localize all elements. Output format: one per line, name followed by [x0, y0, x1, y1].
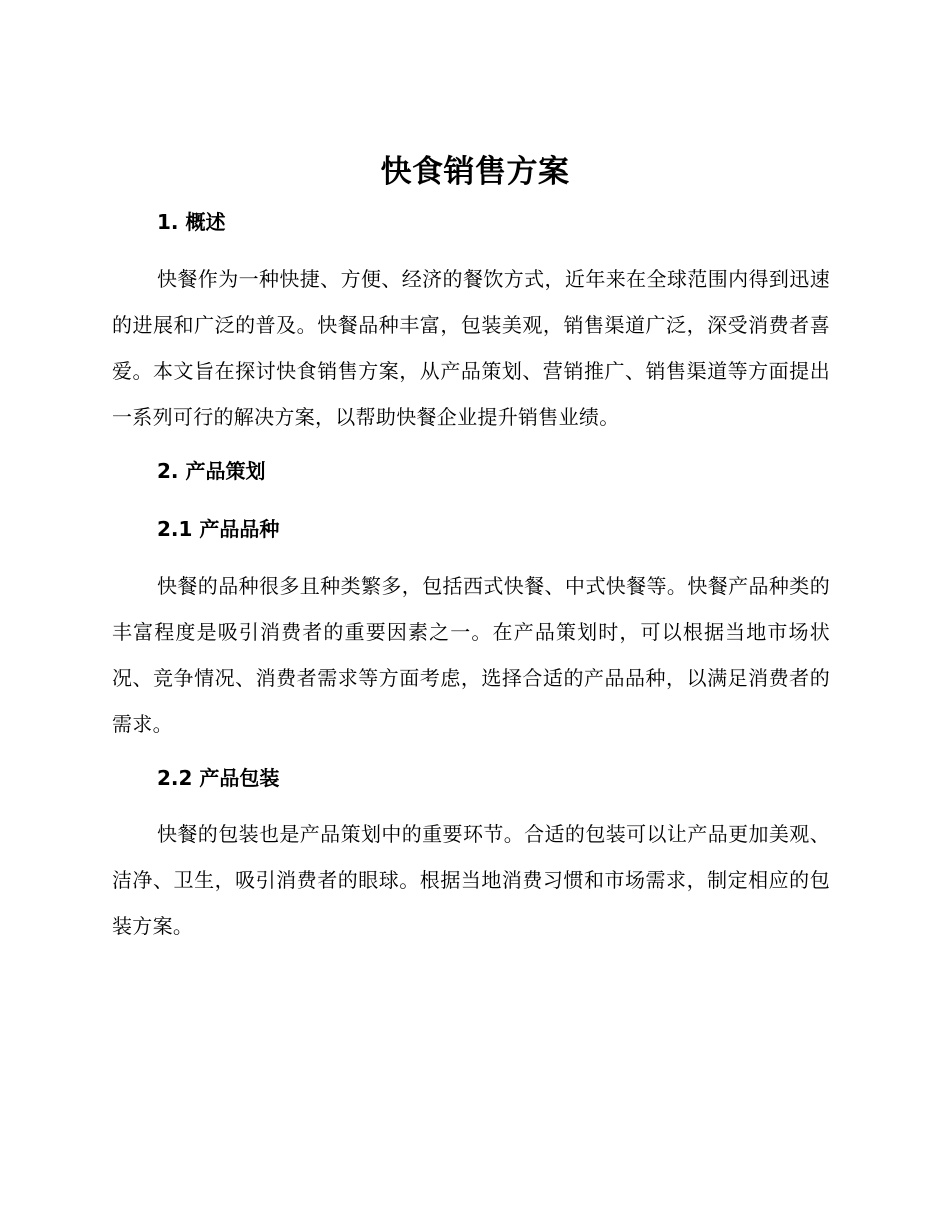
- section-heading-overview: 1. 概述: [157, 210, 226, 234]
- section-heading-product-variety: 2.1 产品品种: [157, 517, 280, 541]
- section-heading-product-packaging: 2.2 产品包装: [157, 766, 280, 790]
- paragraph-overview: 快餐作为一种快捷、方便、经济的餐饮方式，近年来在全球范围内得到迅速的进展和广泛的普及。快餐品种丰富，包装美观，销售渠道广泛，深受消费者喜爱。本文旨在探讨快食销售方案，从产品策划、营销推广、销售渠道等方面提出一系列可行的解决方案，以帮助快餐企业提升销售业绩。: [112, 267, 830, 429]
- paragraph-product-packaging: 快餐的包装也是产品策划中的重要环节。合适的包装可以让产品更加美观、洁净、卫生，吸引消费者的眼球。根据当地消费习惯和市场需求，制定相应的包装方案。: [112, 822, 830, 938]
- section-heading-product-planning: 2. 产品策划: [157, 459, 266, 483]
- document-title: 快食销售方案: [380, 154, 570, 190]
- paragraph-product-variety: 快餐的品种很多且种类繁多，包括西式快餐、中式快餐等。快餐产品种类的丰富程度是吸引消费者的重要因素之一。在产品策划时，可以根据当地市场状况、竞争情况、消费者需求等方面考虑，选择合适的产品品种，以满足消费者的需求。: [112, 574, 830, 736]
